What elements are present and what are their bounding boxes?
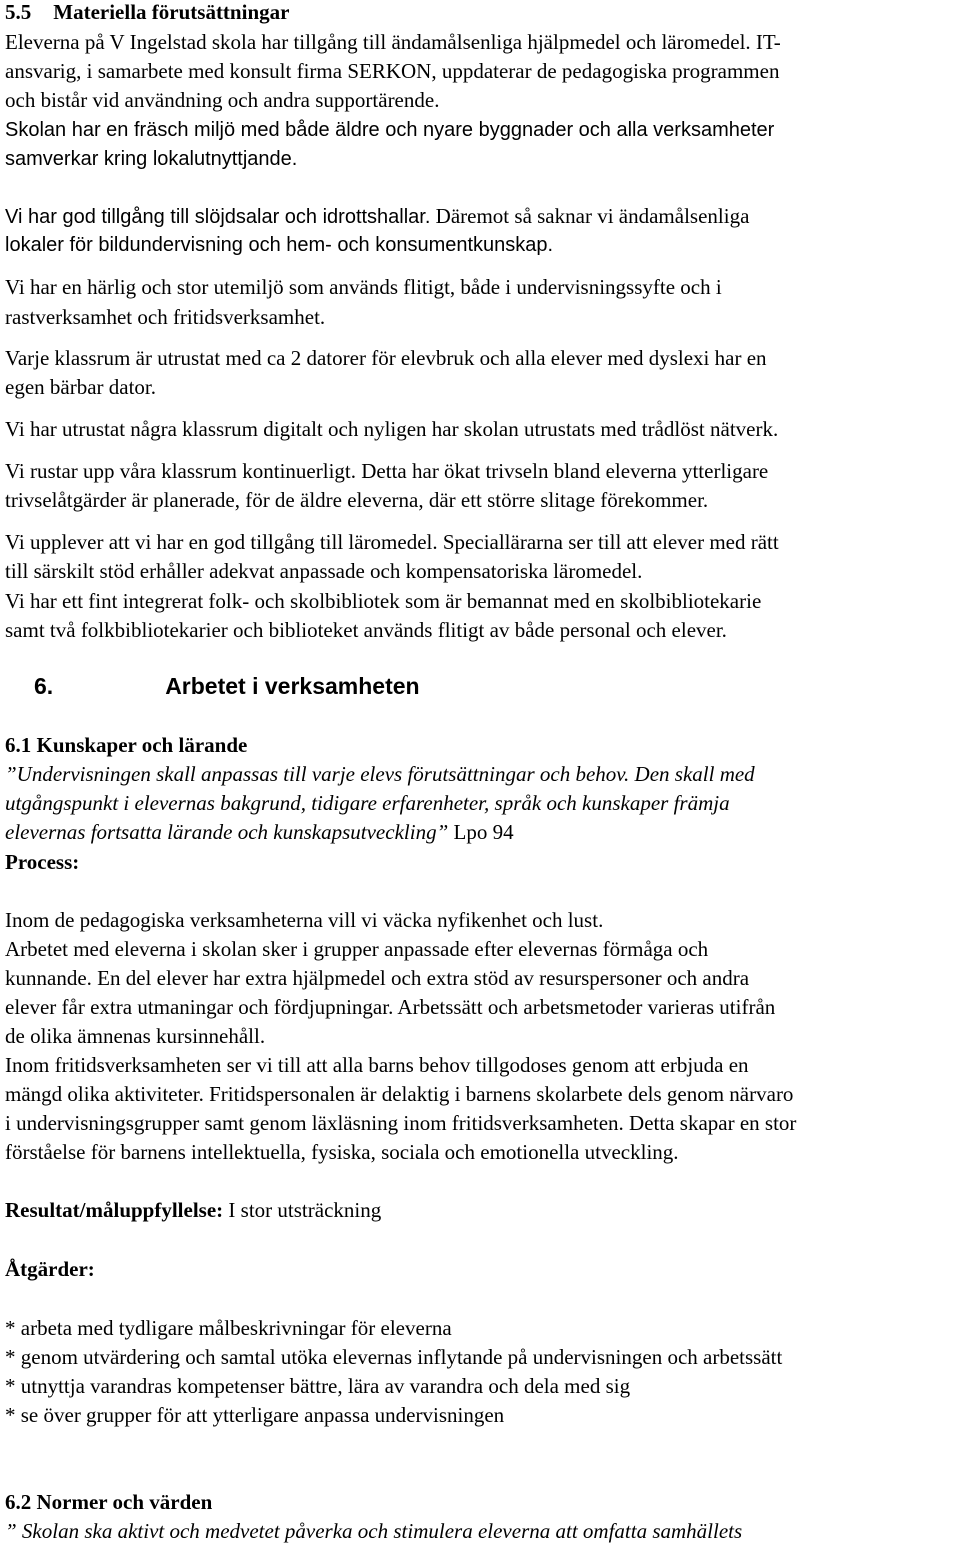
paragraph-line: till särskilt stöd erhåller adekvat anpassade och kompensatoriska läromedel. — [5, 559, 643, 583]
result-label: Resultat/måluppfyllelse: — [5, 1198, 224, 1222]
action-item: * arbeta med tydligare målbeskrivningar för eleverna — [5, 1316, 452, 1340]
paragraph-line: ansvarig, i samarbete med konsult firma SERKON, uppdaterar de pedagogiska programmen — [5, 59, 780, 83]
section-number: 5.5 — [5, 0, 32, 24]
section-heading-6-2: 6.2 Normer och värden — [5, 1490, 213, 1514]
quote-line — [5, 819, 514, 845]
section-number: 6. — [34, 673, 54, 699]
section-title: Materiella förutsättningar — [53, 0, 290, 24]
section-heading-5-5 — [5, 0, 289, 25]
paragraph-line: Vi har en härlig och stor utemiljö som används flitigt, både i undervisningssyfte och i — [5, 275, 722, 299]
paragraph-line: elever får extra utmaningar och fördjupningar. Arbetssätt och arbetsmetoder varieras utifrån — [5, 995, 776, 1019]
paragraph-line: Inom de pedagogiska verksamheterna vill vi väcka nyfikenhet och lust. — [5, 908, 604, 932]
paragraph-line: rastverksamhet och fritidsverksamhet. — [5, 305, 326, 329]
text-run: Detta har ökat trivseln bland eleverna ytterligare — [356, 459, 769, 483]
process-label: Process: — [5, 850, 80, 874]
result-line — [5, 1197, 381, 1223]
section-heading-6 — [34, 673, 420, 699]
paragraph-line — [5, 458, 768, 484]
action-item: * se över grupper för att ytterligare anpassa undervisningen — [5, 1403, 505, 1427]
paragraph-line: förståelse för barnens intellektuella, fysiska, sociala och emotionella utveckling. — [5, 1140, 679, 1164]
section-heading-6-1: 6.1 Kunskaper och lärande — [5, 733, 248, 757]
text-run: Vi har god tillgång till slöjdsalar och idrottshallar. — [5, 206, 431, 228]
paragraph-line: Vi har ett fint integrerat folk- och skolbibliotek som är bemannat med en skolbibliotekarie — [5, 589, 762, 613]
paragraph-line: och bistår vid användning och andra supportärende. — [5, 88, 440, 112]
quote-source: Lpo 94 — [448, 820, 514, 844]
paragraph-line: samt två folkbibliotekarier och biblioteket används flitigt av både personal och elever. — [5, 618, 727, 642]
result-value: I stor utsträckning — [223, 1198, 382, 1222]
paragraph-line: Arbetet med eleverna i skolan sker i grupper anpassade efter elevernas förmåga och — [5, 937, 709, 961]
section-title: Arbetet i verksamheten — [165, 673, 420, 699]
paragraph-line: Skolan har en fräsch miljö med både äldre och nyare byggnader och alla verksamheter — [5, 119, 775, 141]
quote-line: ”Undervisningen skall anpassas till varje elevs förutsättningar och behov. Den skall med — [5, 762, 755, 786]
paragraph-line: Vi upplever att vi har en god tillgång till läromedel. Speciallärarna ser till att elever med rätt — [5, 530, 779, 554]
paragraph-line: Eleverna på V Ingelstad skola har tillgång till ändamålsenliga hjälpmedel och läromedel. IT- — [5, 30, 781, 54]
quote-line: ” Skolan ska aktivt och medvetet påverka och stimulera eleverna att omfatta samhällets — [5, 1519, 743, 1543]
paragraph-line: samverkar kring lokalutnyttjande. — [5, 148, 298, 170]
quote-line: utgångspunkt i elevernas bakgrund, tidigare erfarenheter, språk och kunskaper främja — [5, 791, 730, 815]
paragraph-line: trivselåtgärder är planerade, för de äldre eleverna, där ett större slitage förekommer. — [5, 488, 709, 512]
paragraph-line: Inom fritidsverksamheten ser vi till att alla barns behov tillgodoses genom att erbjuda en — [5, 1053, 749, 1077]
paragraph-line: de olika ämnenas kursinnehåll. — [5, 1024, 266, 1048]
text-run: Vi rustar upp våra klassrum kontinuerligt. — [5, 459, 357, 483]
paragraph-line: egen bärbar dator. — [5, 375, 157, 399]
action-item: * genom utvärdering och samtal utöka elevernas inflytande på undervisningen och arbetssätt — [5, 1345, 783, 1369]
paragraph-line: Vi har utrustat några klassrum digitalt och nyligen har skolan utrustats med trådlöst nätverk. — [5, 417, 779, 441]
paragraph-line: i undervisningsgrupper samt genom läxläsning inom fritidsverksamheten. Detta skapar en stor — [5, 1111, 797, 1135]
paragraph-line — [5, 203, 749, 230]
action-item: * utnyttja varandras kompetenser bättre, lära av varandra och dela med sig — [5, 1374, 631, 1398]
paragraph-line: mängd olika aktiviteter. Fritidspersonalen är delaktig i barnens skolarbete dels genom närvaro — [5, 1082, 794, 1106]
text-run: elevernas fortsatta lärande och kunskapsutveckling” — [5, 820, 449, 844]
text-run: Däremot så saknar vi ändamålsenliga — [430, 204, 750, 228]
paragraph-line: lokaler för bildundervisning och hem- och konsumentkunskap. — [5, 234, 554, 256]
paragraph-line: kunnande. En del elever har extra hjälpmedel och extra stöd av resurspersoner och andra — [5, 966, 750, 990]
actions-label: Åtgärder: — [5, 1257, 95, 1281]
paragraph-line: Varje klassrum är utrustat med ca 2 datorer för elevbruk och alla elever med dyslexi har en — [5, 346, 767, 370]
